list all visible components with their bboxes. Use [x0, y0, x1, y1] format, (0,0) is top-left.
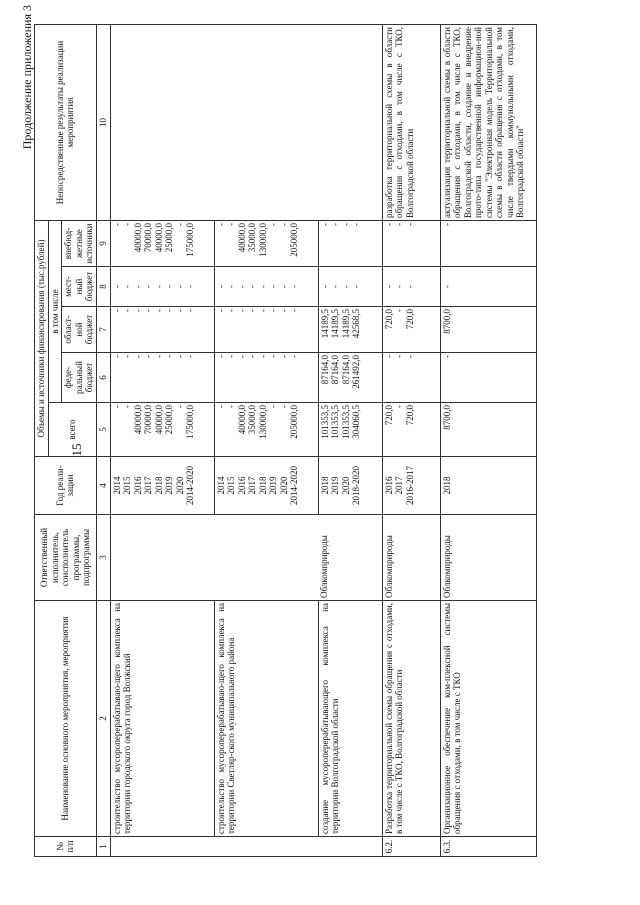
- row-total: [382, 403, 440, 457]
- row-local: [440, 267, 536, 307]
- row-local: [318, 267, 382, 307]
- header-regional: област-ной бюджет: [62, 307, 97, 353]
- column-number: 1: [96, 837, 110, 857]
- row-local-value: -: [351, 285, 361, 288]
- row-years-value: 2016: [236, 476, 247, 495]
- row-years-value: 2017: [394, 476, 404, 495]
- row-local-value: -: [153, 285, 164, 288]
- table-row: [318, 25, 382, 857]
- row-name: Разработка территориальной схемы обращения с отходами, в том числе с ТКО, Волгоградской области: [382, 601, 440, 837]
- row-total-value: 175000,0: [185, 405, 195, 439]
- row-local-value: -: [257, 285, 268, 288]
- row-local-value: -: [319, 285, 330, 288]
- row-total-value: 304060,5: [351, 405, 361, 439]
- row-regional-value: 720,0: [383, 309, 394, 330]
- row-executor: Облкомприроды: [318, 515, 382, 601]
- row-local-value: -: [111, 285, 122, 288]
- row-years: [382, 457, 440, 515]
- row-regional: [318, 307, 382, 353]
- header-year: Год реали-зации: [35, 457, 97, 515]
- row-offbudget-value: 205000,0: [289, 223, 299, 257]
- row-federal-value: -: [268, 355, 278, 358]
- row-federal-value: -: [404, 355, 415, 358]
- header-name: Наименование основного мероприятия, мероприятия: [35, 601, 97, 837]
- row-executor: Облкомприроды: [440, 515, 536, 601]
- row-total-value: 720,0: [404, 405, 415, 426]
- row-number: [318, 837, 382, 857]
- row-total-value: -: [174, 405, 185, 408]
- row-regional-value: -: [122, 309, 132, 312]
- row-total-value: -: [394, 405, 404, 408]
- row-regional-value: -: [111, 309, 122, 312]
- row-total: [318, 403, 382, 457]
- column-number: 2: [96, 601, 110, 837]
- row-executor: Облкомприроды: [382, 515, 440, 601]
- row-local-value: -: [247, 285, 257, 288]
- row-regional-value: 8700,0: [441, 309, 452, 334]
- row-result: актуализация территориальной схемы в области обращения с отходами, в том числе с ТКО, Волгоградской области, создание и внедрение прото-типа государственной информацион-ной системы "Электронная модель Территориальной схемы в области обращения с отходами, в том числе твердыми коммунальными отходами, Волгоградской области": [440, 25, 536, 221]
- row-years-value: 2019: [164, 476, 174, 495]
- row-regional: [214, 307, 318, 353]
- row-offbudget-value: 130000,0: [257, 223, 268, 257]
- row-regional-value: -: [143, 309, 153, 312]
- row-offbudget-value: 70000,0: [143, 223, 153, 253]
- row-offbudget-value: -: [394, 223, 404, 226]
- row-years-value: 2019: [268, 476, 278, 495]
- row-local: [382, 267, 440, 307]
- row-regional: [110, 307, 214, 353]
- row-result: разработка территориальной схемы в области обращения с отходами, в том числе с ТКО, Волгоградской области: [382, 25, 440, 221]
- column-number: 5: [96, 403, 110, 457]
- row-regional-value: 14189,5: [340, 309, 351, 339]
- header-federal: феде-ральный бюджет: [62, 353, 97, 403]
- row-offbudget-value: -: [319, 223, 330, 226]
- row-local-value: -: [383, 285, 394, 288]
- row-number: 6.2.: [382, 837, 440, 857]
- row-offbudget-value: 35000,0: [247, 223, 257, 253]
- row-local-value: -: [330, 285, 340, 288]
- row-local-value: -: [215, 285, 226, 288]
- row-years-value: 2020: [174, 476, 185, 495]
- row-years-value: 2016: [132, 476, 143, 495]
- row-executor: [214, 515, 318, 601]
- table-body: [110, 25, 536, 857]
- row-total-value: -: [268, 405, 278, 408]
- row-years-value: 2017: [247, 476, 257, 495]
- row-years-value: 2020: [278, 476, 289, 495]
- row-federal-value: -: [215, 355, 226, 358]
- row-federal-value: -: [185, 355, 195, 358]
- row-offbudget-value: 40000,0: [132, 223, 143, 253]
- row-local-value: -: [122, 285, 132, 288]
- row-local-value: -: [268, 285, 278, 288]
- row-federal-value: -: [132, 355, 143, 358]
- row-total-value: 205000,0: [289, 405, 299, 439]
- row-name: строительство мусороперерабатываю-щего комплекса на территории Светляр-ского муниципального района: [214, 601, 318, 837]
- row-name: строительство мусороперерабатываю-щего комплекса на территории городского округа город Волжский: [110, 601, 214, 837]
- financing-table: [34, 24, 537, 857]
- row-number: 6.3.: [440, 837, 536, 857]
- row-federal: [110, 353, 214, 403]
- row-federal-value: -: [153, 355, 164, 358]
- row-years-value: 2016-2017: [404, 466, 415, 505]
- row-federal-value: 87164,0: [330, 355, 340, 385]
- row-years-value: 2014-2020: [185, 466, 195, 505]
- row-local: [110, 267, 214, 307]
- column-number-row: [96, 25, 110, 857]
- row-years-value: 2015: [122, 476, 132, 495]
- row-offbudget-value: -: [278, 223, 289, 226]
- row-local-value: -: [132, 285, 143, 288]
- row-number: [110, 837, 214, 857]
- row-regional-value: -: [215, 309, 226, 312]
- row-federal-value: -: [441, 355, 452, 358]
- row-local-value: -: [340, 285, 351, 288]
- row-years-value: 2018: [319, 476, 330, 495]
- row-federal-value: 87164,0: [319, 355, 330, 385]
- row-offbudget: [110, 221, 214, 267]
- row-offbudget-value: -: [268, 223, 278, 226]
- row-federal-value: 261492,0: [351, 355, 361, 389]
- row-offbudget: [318, 221, 382, 267]
- row-name: Организационное обеспечение ком-плексной системы обращения с отходами, в том числе с ТКО: [440, 601, 536, 837]
- row-local-value: -: [185, 285, 195, 288]
- header-executor: Ответственный исполнитель, соисполнитель программы, подпрограммы: [35, 515, 97, 601]
- row-total: [110, 403, 214, 457]
- row-years-value: 2018-2020: [351, 466, 361, 505]
- row-offbudget-value: 40000,0: [236, 223, 247, 253]
- row-total-value: 130000,0: [257, 405, 268, 439]
- row-local-value: -: [226, 285, 236, 288]
- row-years-value: 2020: [340, 476, 351, 495]
- row-total-value: 101353,5: [330, 405, 340, 439]
- table-row: [110, 25, 214, 857]
- table-row: [440, 25, 536, 857]
- row-federal-value: -: [122, 355, 132, 358]
- row-total-value: -: [215, 405, 226, 408]
- row-total-value: -: [122, 405, 132, 408]
- row-years: [110, 457, 214, 515]
- row-offbudget-value: -: [340, 223, 351, 226]
- column-number: 6: [96, 353, 110, 403]
- row-years-value: 2018: [153, 476, 164, 495]
- row-total-value: 101353,5: [319, 405, 330, 439]
- row-years-value: 2015: [226, 476, 236, 495]
- row-total-value: 40000,0: [132, 405, 143, 435]
- row-total-value: 70000,0: [143, 405, 153, 435]
- row-federal-value: -: [247, 355, 257, 358]
- row-regional-value: -: [394, 309, 404, 312]
- row-total-value: 720,0: [383, 405, 394, 426]
- table-row: [382, 25, 440, 857]
- column-number: 8: [96, 267, 110, 307]
- row-name: создание мусороперерабатывающего комплекса на территории Волгоградской области: [318, 601, 382, 837]
- row-total-value: -: [278, 405, 289, 408]
- row-years-value: 2014: [111, 476, 122, 495]
- row-years-value: 2019: [330, 476, 340, 495]
- row-total-value: 101353,5: [340, 405, 351, 439]
- row-total-value: 35000,0: [247, 405, 257, 435]
- row-regional-value: 14189,5: [330, 309, 340, 339]
- row-offbudget: [440, 221, 536, 267]
- column-number: 10: [96, 25, 110, 221]
- row-regional-value: -: [153, 309, 164, 312]
- row-regional-value: 42568,5: [351, 309, 361, 339]
- row-local-value: -: [394, 285, 404, 288]
- row-federal-value: -: [289, 355, 299, 358]
- row-regional-value: -: [185, 309, 195, 312]
- row-local: [214, 267, 318, 307]
- row-offbudget-value: 40000,0: [153, 223, 164, 253]
- row-years-value: 2014-2020: [289, 466, 299, 505]
- row-total-value: 8700,0: [441, 405, 452, 430]
- row-regional: [440, 307, 536, 353]
- column-number: 7: [96, 307, 110, 353]
- row-federal: [318, 353, 382, 403]
- row-local-value: -: [404, 285, 415, 288]
- row-regional-value: -: [226, 309, 236, 312]
- row-total-value: 40000,0: [236, 405, 247, 435]
- row-federal-value: -: [164, 355, 174, 358]
- row-result: [214, 25, 318, 221]
- row-years: [440, 457, 536, 515]
- row-regional-value: -: [257, 309, 268, 312]
- header-total: всего: [48, 403, 96, 457]
- row-offbudget: [214, 221, 318, 267]
- row-offbudget-value: -: [226, 223, 236, 226]
- row-regional-value: -: [236, 309, 247, 312]
- header-local: мест-ный бюджет: [62, 267, 97, 307]
- row-local-value: -: [236, 285, 247, 288]
- column-number: 3: [96, 515, 110, 601]
- row-total: [214, 403, 318, 457]
- header-results: Непосредственные результаты реализации мероприятия: [35, 25, 97, 221]
- row-local-value: -: [278, 285, 289, 288]
- row-federal-value: -: [236, 355, 247, 358]
- row-years-value: 2014: [215, 476, 226, 495]
- column-number: 9: [96, 221, 110, 267]
- row-regional-value: -: [132, 309, 143, 312]
- row-offbudget-value: 25000,0: [164, 223, 174, 253]
- row-total-value: 40000,0: [153, 405, 164, 435]
- row-regional-value: 720,0: [404, 309, 415, 330]
- row-result: [318, 25, 382, 221]
- row-years-value: 2017: [143, 476, 153, 495]
- row-result: [110, 25, 214, 221]
- row-federal-value: -: [111, 355, 122, 358]
- header-num: № п/п: [35, 837, 97, 857]
- row-regional-value: -: [247, 309, 257, 312]
- row-executor: [110, 515, 214, 601]
- row-total: [440, 403, 536, 457]
- row-regional-value: -: [164, 309, 174, 312]
- row-total-value: -: [111, 405, 122, 408]
- row-federal-value: -: [143, 355, 153, 358]
- row-total-value: -: [226, 405, 236, 408]
- row-offbudget-value: 175000,0: [185, 223, 195, 257]
- row-local-value: -: [164, 285, 174, 288]
- row-offbudget-value: -: [383, 223, 394, 226]
- row-offbudget-value: -: [330, 223, 340, 226]
- row-federal-value: 87164,0: [340, 355, 351, 385]
- header-offbudget: внебюд-жетные источники: [62, 221, 97, 267]
- row-federal-value: -: [278, 355, 289, 358]
- row-years-value: 2018: [257, 476, 268, 495]
- row-federal-value: -: [226, 355, 236, 358]
- row-federal: [440, 353, 536, 403]
- row-total-value: 25000,0: [164, 405, 174, 435]
- row-regional-value: -: [278, 309, 289, 312]
- row-federal: [382, 353, 440, 403]
- row-federal-value: -: [394, 355, 404, 358]
- row-offbudget-value: -: [404, 223, 415, 226]
- row-offbudget-value: -: [111, 223, 122, 226]
- row-years: [318, 457, 382, 515]
- row-federal: [214, 353, 318, 403]
- page-number: 15: [69, 443, 84, 457]
- row-offbudget-value: -: [441, 223, 452, 226]
- row-regional-value: -: [174, 309, 185, 312]
- row-federal-value: -: [257, 355, 268, 358]
- row-years-value: 2016: [383, 476, 394, 495]
- row-offbudget-value: -: [174, 223, 185, 226]
- row-local-value: -: [441, 285, 452, 288]
- header-in-that: в том числе: [48, 221, 62, 403]
- column-number: 4: [96, 457, 110, 515]
- header-finance: Объемы и источники финансирования (тыс.рублей): [35, 221, 49, 457]
- row-regional-value: 14189,5: [319, 309, 330, 339]
- row-federal-value: -: [383, 355, 394, 358]
- row-offbudget-value: -: [215, 223, 226, 226]
- row-regional: [382, 307, 440, 353]
- row-years-value: 2018: [441, 476, 452, 495]
- row-local-value: -: [143, 285, 153, 288]
- row-regional-value: -: [289, 309, 299, 312]
- table-row: [214, 25, 318, 857]
- row-federal-value: -: [174, 355, 185, 358]
- row-local-value: -: [289, 285, 299, 288]
- row-offbudget-value: -: [351, 223, 361, 226]
- row-offbudget-value: -: [122, 223, 132, 226]
- continuation-title: Продолжение приложения 3: [20, 5, 34, 150]
- row-years: [214, 457, 318, 515]
- row-offbudget: [382, 221, 440, 267]
- row-local-value: -: [174, 285, 185, 288]
- row-number: [214, 837, 318, 857]
- row-regional-value: -: [268, 309, 278, 312]
